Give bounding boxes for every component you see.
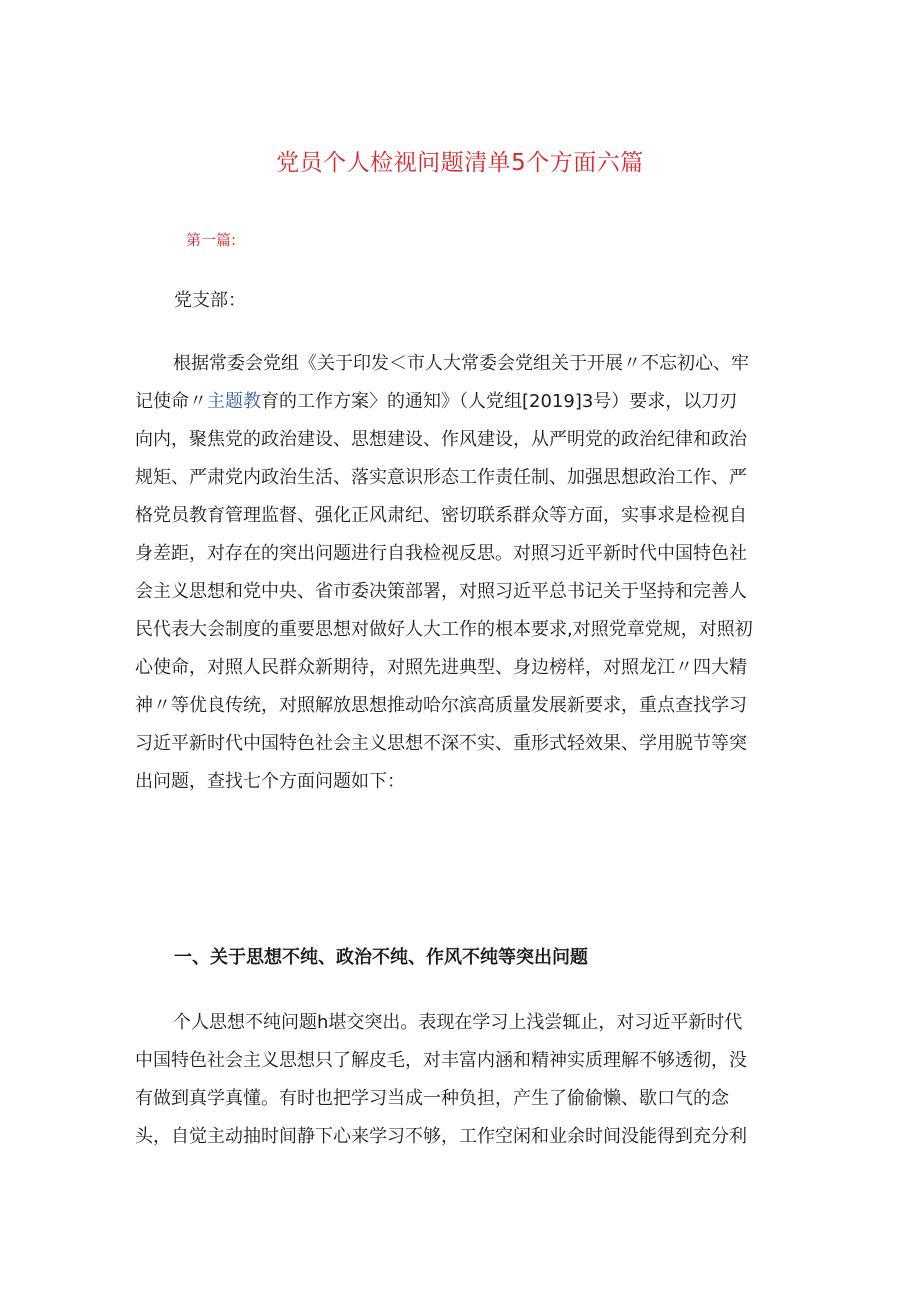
paragraph-line: 民代表大会制度的重要思想对做好人大工作的根本要求,对照党章党规，对照初 xyxy=(135,619,753,640)
paragraph-line: 格党员教育管理监督、强化正风肃纪、密切联系群众等方面，实事求是检视自 xyxy=(135,505,747,526)
paragraph-line: 根据常委会党组《关于印发＜市人大常委会党组关于开展〃不忘初心、牢 xyxy=(173,353,749,374)
paragraph-line xyxy=(135,383,775,421)
topic-education-link[interactable]: 主题教 xyxy=(207,391,261,412)
section-label: 第一篇: xyxy=(186,231,237,249)
paragraph-line: 身差距，对存在的突出问题进行自我检视反思。对照习近平新时代中国特色社 xyxy=(135,543,747,564)
paragraph-line: 向内，聚焦党的政治建设、思想建设、作风建设，从严明党的政治纪律和政治 xyxy=(135,429,747,450)
paragraph-line: 会主义思想和党中央、省市委决策部署，对照习近平总书记关于坚持和完善人 xyxy=(135,581,747,602)
paragraph-line: 有做到真学真懂。有时也把学习当成一种负担，产生了偷偷懒、歇口气的念 xyxy=(135,1088,729,1109)
section-heading-1: 一、关于思想不纯、政治不纯、作风不纯等突出问题 xyxy=(174,947,588,968)
line-text: 育的工作方案〉的通知》（人党组[2019]3号）要求，以刀刃 xyxy=(261,391,738,412)
document-title: 党员个人检视问题清单5个方面六篇 xyxy=(276,150,644,176)
body-paragraph-1 xyxy=(135,345,775,801)
body-paragraph-2 xyxy=(135,1004,775,1156)
paragraph-line: 个人思想不纯问题h堪交突出。表现在学习上浅尝辄止，对习近平新时代 xyxy=(173,1012,743,1033)
paragraph-line: 神〃等优良传统，对照解放思想推动哈尔滨高质量发展新要求，重点查找学习 xyxy=(135,695,747,716)
salutation: 党支部： xyxy=(174,290,246,311)
paragraph-line: 规矩、严肃党内政治生活、落实意识形态工作责任制、加强思想政治工作、严 xyxy=(135,467,747,488)
paragraph-line: 头，自觉主动抽时间静下心来学习不够，工作空闲和业余时间没能得到充分利 xyxy=(135,1126,747,1147)
line-text: 记使命〃 xyxy=(135,391,207,412)
paragraph-line: 心使命，对照人民群众新期待，对照先进典型、身边榜样，对照龙江〃四大精 xyxy=(135,657,747,678)
paragraph-line: 出问题，查找七个方面问题如下： xyxy=(135,771,405,792)
paragraph-line: 习近平新时代中国特色社会主义思想不深不实、重形式轻效果、学用脱节等突 xyxy=(135,733,747,754)
paragraph-line: 中国特色社会主义思想只了解皮毛，对丰富内涵和精神实质理解不够透彻，没 xyxy=(135,1050,747,1071)
